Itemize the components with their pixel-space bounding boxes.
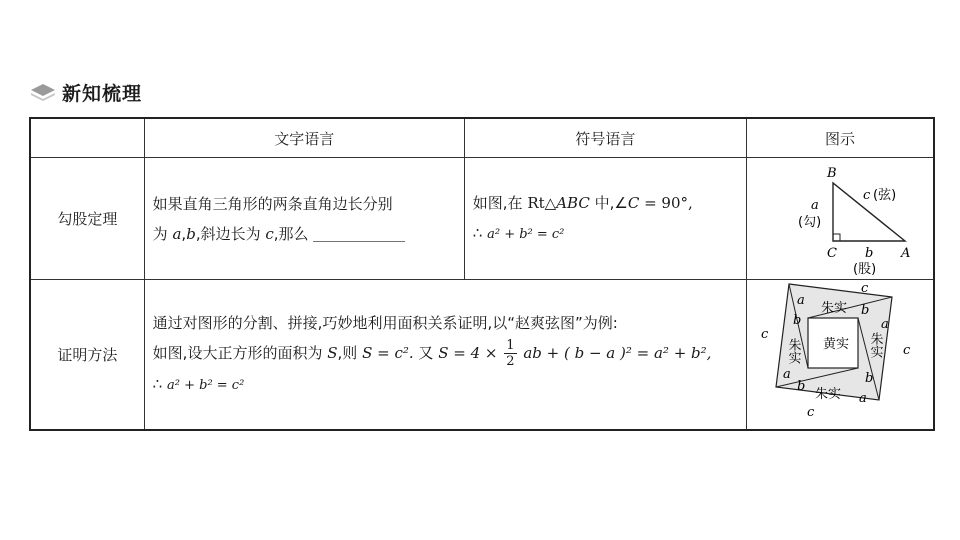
label-a-bottom: a: [859, 391, 867, 407]
symbol-line2: [473, 218, 738, 250]
therefore-symbol: ∴: [472, 223, 483, 242]
vertex-C: C: [827, 245, 837, 261]
table-header-row: [30, 118, 934, 158]
var-c: c: [265, 224, 274, 243]
label-b-left: b: [793, 313, 802, 329]
proof-again: 又: [418, 343, 434, 362]
fraction-numerator: 1: [506, 337, 515, 353]
label-b-right: b: [865, 371, 874, 387]
vertex-A: A: [901, 245, 911, 261]
table-row-pythagorean: [30, 158, 934, 280]
label-c-top: c: [861, 281, 869, 297]
row-label-proof: 证明方法: [30, 280, 144, 430]
answer-blank[interactable]: [313, 223, 405, 242]
text-prefix: 为: [152, 224, 168, 243]
symbol-mid: 中,∠: [594, 193, 628, 212]
side-c-label: c: [863, 187, 871, 203]
text-mid: ,斜边长为: [195, 224, 261, 243]
symbol-prefix: 如图,在: [472, 193, 523, 212]
header-diagram: 图示: [747, 118, 935, 158]
side-c-cn: (弦): [873, 187, 897, 203]
label-b-bottom: b: [797, 379, 806, 395]
pythagorean-formula: a² + b² = c²: [487, 226, 565, 242]
var-S: S: [327, 343, 338, 362]
proof-line2: [153, 338, 738, 369]
side-a-label: a: [811, 197, 819, 213]
label-a-top: a: [797, 293, 805, 309]
zhao-shuang-figure-cell: [747, 280, 935, 430]
pythagorean-text-cell: [144, 158, 464, 280]
header-symbol-language: 符号语言: [464, 118, 746, 158]
section-header: [30, 78, 142, 106]
var-a: a: [172, 224, 182, 243]
label-b-right-top: b: [861, 303, 870, 319]
center-square-label: 黄实: [823, 337, 850, 353]
vertex-B: B: [827, 165, 837, 181]
proof-formula: a² + b² = c²: [167, 377, 245, 393]
zhao-shuang-hypotenuse-diagram: [747, 280, 933, 428]
row-label-pythagorean: 勾股定理: [30, 158, 144, 280]
triangle-label-top: 朱实: [821, 301, 848, 317]
label-c-left: c: [761, 327, 769, 343]
triangle-label-right: 朱实: [867, 332, 883, 359]
label-a-right: a: [881, 317, 889, 333]
proof-line1: 通过对图形的分割、拼接,巧妙地利用面积关系证明,以“赵爽弦图”为例:: [152, 313, 618, 332]
symbol-line1: [473, 188, 738, 218]
label-c-right: c: [903, 343, 911, 359]
pythagorean-symbol-cell: [464, 158, 746, 280]
right-triangle-diagram: [765, 161, 915, 277]
fraction-denominator: 2: [506, 353, 515, 369]
stacked-layers-icon: [30, 82, 56, 102]
symbol-rt: Rt: [527, 193, 545, 212]
equation-S-c2: S = c².: [362, 343, 414, 362]
header-text-language: 文字语言: [144, 118, 464, 158]
proof-text-cell: [144, 280, 746, 430]
proof-line2-prefix: 如图,设大正方形的面积为: [152, 343, 323, 362]
pythagorean-text-line2: [153, 219, 456, 249]
var-b: b: [186, 224, 196, 243]
right-triangle-figure-cell: [747, 158, 935, 280]
corner-cell: [30, 118, 144, 158]
side-b-label: b: [865, 245, 874, 261]
triangle-label-bottom: 朱实: [815, 387, 842, 403]
text-suffix: ,那么: [273, 224, 309, 243]
table-row-proof: [30, 280, 934, 430]
label-c-bottom: c: [807, 405, 815, 421]
equation-rhs: ab + ( b − a )² = a² + b²,: [523, 343, 712, 362]
equation-lhs: S = 4 ×: [438, 343, 498, 362]
therefore-symbol: ∴: [152, 374, 163, 393]
label-a-left: a: [783, 367, 791, 383]
proof-line3: [153, 369, 738, 401]
symbol-angle-value: = 90°,: [644, 193, 693, 212]
proof-then: ,则: [337, 343, 358, 362]
knowledge-table: [29, 117, 935, 431]
fraction-one-half: [504, 338, 516, 369]
pythagorean-text-line1: 如果直角三角形的两条直角边长分别: [152, 194, 393, 213]
sep: ,: [181, 224, 187, 243]
symbol-angle: C: [627, 193, 640, 212]
triangle-label-left: 朱实: [785, 338, 801, 365]
side-b-cn: (股): [853, 261, 877, 277]
section-title: 新知梳理: [62, 82, 143, 105]
side-a-cn: (勾): [798, 214, 822, 230]
symbol-triangle: △ABC: [544, 193, 590, 212]
